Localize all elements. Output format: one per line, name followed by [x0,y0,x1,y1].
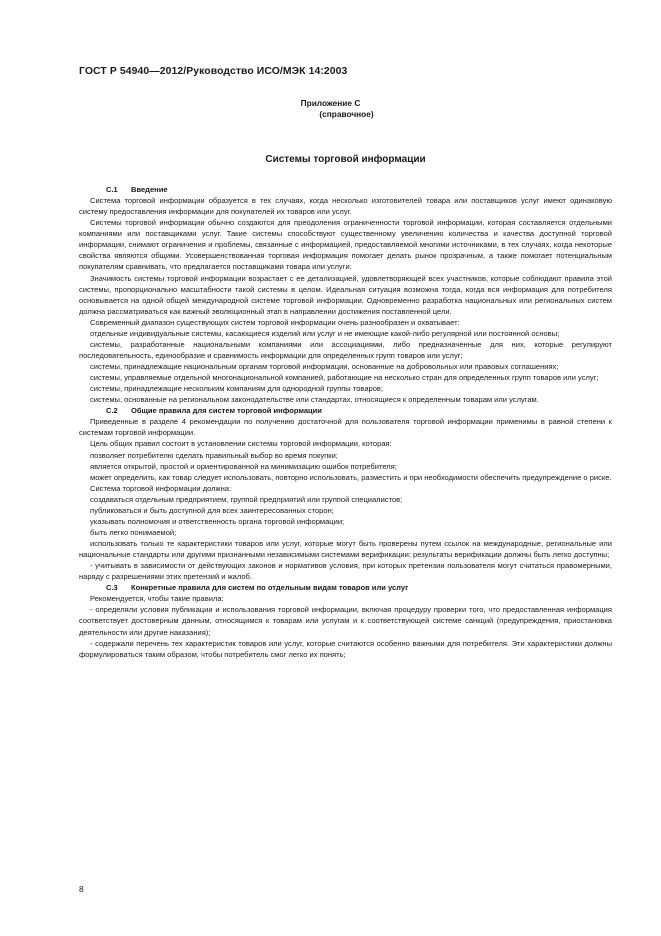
annex-title: Системы торговой информации [265,154,426,165]
document-code-header: ГОСТ Р 54940—2012/Руководство ИСО/МЭК 14:2003 [79,66,348,77]
paragraph: Современный диапазон существующих систем торговой информации очень разнообразен и охватывает: [90,317,460,327]
section-number: С.2 [106,406,118,416]
paragraph: Приведенные в разделе 4 рекомендации по получению достаточной для пользователя торговой информации применимы в равной степени к системам торговой информации. [79,417,612,438]
annex-label [0,98,661,120]
list-item: системы, принадлежащие нескольким компаниям для однородной группы товаров; [90,384,384,394]
list-item: системы, принадлежащие национальным органам торговой информации, основанные на добровольных или правовых соглашениях; [90,362,559,371]
section-heading: С.3 Конкретные правила для систем по отдельным видам товаров или услуг [106,583,409,593]
list-item: создаваться отдельным предприятием, группой предприятий или группой специалистов; [90,494,403,504]
page-number: 8 [79,884,84,894]
section-number: С.1 [106,185,118,194]
list-item: - учитывать в зависимости от действующих законов и нормативов условия, при которых претензии пользователя могут считаться правомерными, наряду с разрешениями этих претензий и жалоб. [79,561,612,582]
list-item: системы, управляемые отдельной многонациональной компанией, работающие на несколько стран для определенных групп товаров или услуг; [90,373,599,383]
list-item: - определяли условия публикации и использования торговой информации, включая процедуру проверки того, что предоставленная информация соответствует достоверным данным, относящимся к товарам или услугам и к соответствующей системе санкций (предупреждения, приостановка деятельности или другие наказания); [79,605,612,637]
section-heading: С.1 Введение [106,185,168,194]
section-number: С.3 [106,583,118,593]
paragraph: Система торговой информации должна: [90,483,232,493]
section-heading: С.2 Общие правила для систем торговой информации [106,406,322,416]
paragraph: Цель общих правил состоит в установлении системы торговой информации, которая: [90,439,392,449]
paragraph: Значимость системы торговой информации возрастает с ее детализацией, удовлетворяющей всех участников, которые соблюдают правила этой системы, пропорционально масштабности такой системы в целом. Идеальная ситуация возможна тогда, когда вся информация для потребителя основывается на одной общей международной системе торговой информации. Одновременно разработка национальных или региональных систем должна рассматриваться как важный эволюционный этап в направлении достижения поставленной цели. [79,273,612,316]
list-item: может определить, как товар следует использовать, повторно использовать, разместить и при необходимости обеспечить предупреждение о риске. [90,472,612,482]
list-item: - содержали перечень тех характеристик товаров или услуг, которые считаются особенно важными для потребителя. Эти характеристики должны формулироваться таким образом, чтобы потребитель смог легко их понять; [79,638,612,659]
list-item: публиковаться и быть доступной для всех заинтересованных сторон; [90,505,334,515]
list-item: позволяет потребителю сделать правильный выбор во время покупки; [90,450,338,460]
list-item: системы, разработанные национальными компаниями или ассоциациями, либо предназначенные для них, которые регулируют последовательность, единообразие и сравнимость информации для определенных групп товаров или услуг; [79,339,612,360]
list-item: указывать полномочия и ответственность органа торговой информации; [90,516,345,526]
annex-type: (справочное) [319,109,374,119]
list-item: использовать только те характеристики товаров или услуг, которые могут быть проверены путем ссылок на международные, региональные или национальные стандарты или другими признанными независимыми системами верификации; результаты верификации должны быть легко доступны; [79,539,612,560]
list-item: является открытой, простой и ориентированной на минимизацию ошибок потребителя; [90,461,397,471]
list-item: быть легко понимаемой; [90,527,177,537]
paragraph: Системы торговой информации обычно создаются для преодоления ограниченности торговой информации, которая составляется отдельными компаниями или поставщиками услуг. Такие системы способствуют существенному увеличению количества и качества доступной торговой информации, снимают ограничения и проблемы, связанные с информацией, предоставляемой многими источниками, в тех случаях, когда некоторые свойства являются общими. Усовершенствованная торговая информация помогает делать рынок прозрачным, а также помогает потенциальным покупателям сравнивать, что предлагается поставщиками товара или услуги. [79,218,612,272]
list-item: отдельные индивидуальные системы, касающиеся изделий или услуг и не имеющие какой-либо регулярной или постоянной основы; [90,328,560,338]
paragraph: Система торговой информации образуется в тех случаях, когда несколько изготовителей товара или поставщиков услуг имеют одинаковую систему предоставления информации для покупателей их товаров или услуг. [79,196,612,217]
list-item: системы, основанные на региональном законодательстве или стандартах, относящиеся к определенным товарам или услугам. [90,395,539,405]
document-body [79,184,612,660]
paragraph: Рекомендуется, чтобы такие правила: [90,594,224,604]
annex-name: Приложение С [300,98,361,108]
